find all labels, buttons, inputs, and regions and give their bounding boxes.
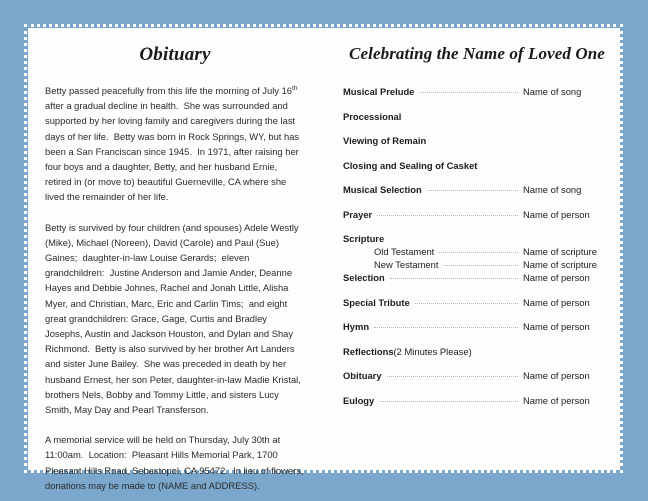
program-item-label: Special Tribute <box>343 296 410 308</box>
dot-leader <box>477 352 606 353</box>
dot-leader <box>406 117 606 118</box>
program-item-row <box>343 160 611 171</box>
program-item-value: Name of person <box>523 321 590 332</box>
program-item-row <box>343 135 611 146</box>
program-item-row <box>343 346 611 357</box>
dot-leader <box>415 302 518 304</box>
program-item-row <box>343 209 611 220</box>
program-item-label: Obituary <box>343 370 382 381</box>
program-item-label: Prayer <box>343 208 373 220</box>
dot-leader <box>387 375 518 377</box>
obituary-paragraph-text: after a gradual decline in health. She was surrounded and supported by her loving family and caregivers during the last days of her life. Betty was born in Rock Springs, WY, but has been a San Franciscan since 1945. In 1971, after raising her four boys and a daughter, Betty, and her husband Ernie, retired in (or move to) beautiful Guerneville, CA where she lived the remainder of her life. <box>45 85 302 203</box>
program-item-row <box>343 272 611 283</box>
program-item-label: Old Testament <box>374 246 435 257</box>
program-item-label: Musical Selection <box>343 184 422 195</box>
program-item-label: Selection <box>343 272 385 283</box>
dot-leader <box>482 166 606 167</box>
dot-leader <box>427 189 518 191</box>
program-item-label: Closing and Sealing of Casket <box>343 159 478 171</box>
program-item-label: Hymn <box>343 321 370 332</box>
program-item-value: Name of person <box>523 370 590 381</box>
program-item-row <box>343 111 611 122</box>
program-item-row <box>343 246 611 257</box>
program-item-row <box>343 321 611 332</box>
program-item-value: Name of song <box>523 184 582 195</box>
obituary-heading: Obituary <box>139 44 211 65</box>
dot-leader <box>419 91 518 93</box>
obituary-body <box>45 83 305 493</box>
dot-leader <box>443 264 518 266</box>
obituary-paragraph-text: Betty passed peacefully from this life the morning of July 16 <box>45 85 293 96</box>
dot-leader <box>390 277 518 279</box>
obituary-column <box>45 44 305 493</box>
dot-leader <box>377 214 518 216</box>
dot-leader <box>439 251 518 253</box>
program-item-row <box>343 184 611 195</box>
program-item-note: (2 Minutes Please) <box>393 345 472 357</box>
program-item-value: Name of song <box>523 86 582 97</box>
program-item-label: Eulogy <box>343 394 375 406</box>
program-columns <box>28 28 620 491</box>
program-order-column <box>343 44 611 419</box>
program-item-value: Name of person <box>523 394 590 406</box>
program-item-value: Name of person <box>523 296 590 308</box>
program-item-value: Name of person <box>523 208 590 220</box>
program-item-label: New Testament <box>374 259 439 270</box>
dot-leader <box>389 239 606 240</box>
celebration-heading: Celebrating the Name of Loved One <box>349 44 605 63</box>
program-item-label: Reflections <box>343 345 394 357</box>
program-item-row <box>343 370 611 381</box>
program-item-label: Viewing of Remain <box>343 135 427 146</box>
program-item-row <box>343 297 611 308</box>
program-item-row <box>343 233 611 244</box>
dot-leader <box>431 141 606 142</box>
program-item-value: Name of scripture <box>523 259 597 270</box>
program-item-label: Processional <box>343 110 402 122</box>
program-item-label: Musical Prelude <box>343 86 415 97</box>
ordinal-suffix: th <box>292 84 298 92</box>
program-order-list <box>343 86 611 406</box>
program-item-row <box>343 395 611 406</box>
program-item-row <box>343 259 611 270</box>
obituary-paragraph: Betty is survived by four children (and spouses) Adele Westly (Mike), Michael (Noreen), David (Carole) and Paul (Sue) Gaines; daughter-in-law Louise Gerards; eleven grandchildren: Justine Anderson and Jamie Ander, Deanne Hayes and Debbie Johnes, Rachel and Jonah Little, Alisha Myer, and Christian, Marc, Eric and Carlin Tims; and eight great grandchildren: Grace, Gage, Curtis and Bradley Josephs, Austin and Jackson Houston, and Dylan and Shay Richmond. Betty is also survived by her brother Art Landers and sister June Bailey. She was preceded in death by her husband Ernest, her son Peter, daughter-in-law Madie Kristal, brothers Nels, Bobby and Tommy Little, and sisters Lucy Smith, May Day and Pearl Transferson. <box>45 221 304 416</box>
program-item-label: Scripture <box>343 233 385 244</box>
program-item-value: Name of scripture <box>523 246 597 257</box>
program-item-value: Name of person <box>523 272 590 283</box>
obituary-paragraph: A memorial service will be held on Thursday, July 30th at 11:00am. Location: Pleasant Hills Memorial Park, 1700 Pleasant Hills Road, Sebastopol, CA 95472. In lieu of flowers, donations may be made to (NAME and ADDRESS). <box>45 434 307 491</box>
program-paper <box>28 28 620 491</box>
dot-leader <box>374 326 518 328</box>
program-item-row <box>343 86 611 97</box>
obituary-paragraph <box>45 83 305 205</box>
dot-leader <box>379 400 518 402</box>
